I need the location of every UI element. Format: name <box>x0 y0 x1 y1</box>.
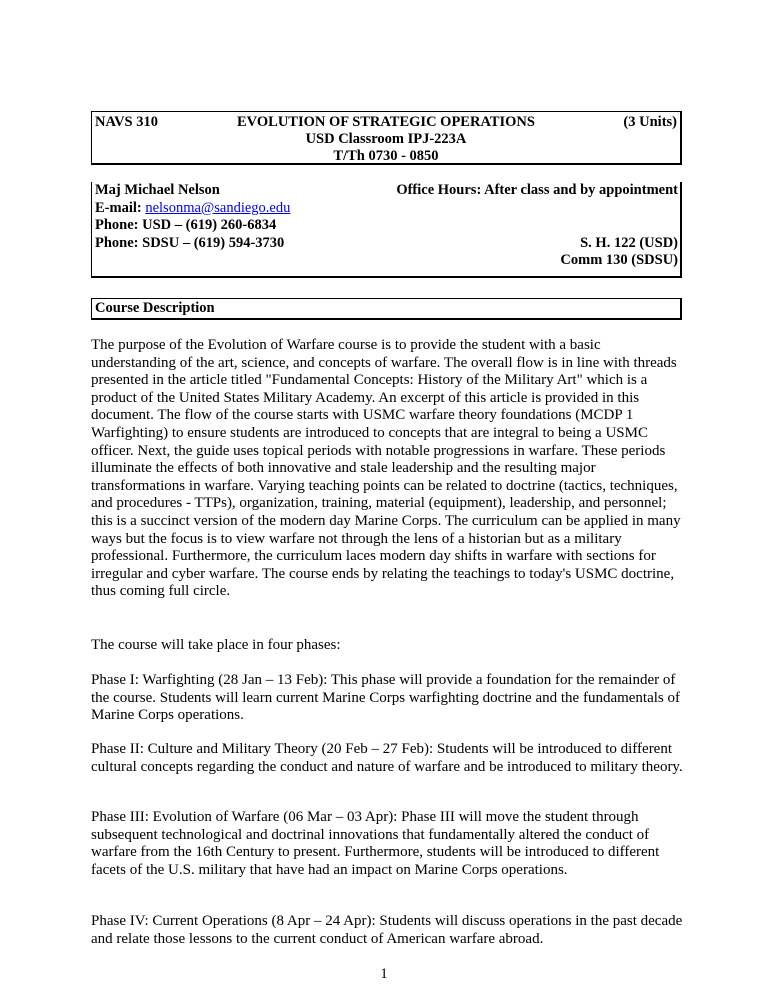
phone-sdsu: Phone: SDSU – (619) 594-3730 <box>95 234 285 251</box>
instructor-name: Maj Michael Nelson <box>95 182 220 198</box>
paragraph-text: Phase III: Evolution of Warfare (06 Mar – 03 Apr): Phase III will move the student through subsequent technological and doctrinal innovations that fundamentally altered the conduct of warfare from the 16th Century to present. Furthermore, students will be introduced to different facets of the U.S. military that have had an impact on Marine Corps operations. <box>91 809 660 878</box>
paragraph-text: The purpose of the Evolution of Warfare course is to provide the student with a basic understanding of the art, science, and concepts of warfare. The overall flow is in line with threads presented in the article titled "Fundamental Concepts: History of the Military Art" which is a product of the United States Military Academy. An excerpt of this article is provided in this document. The flow of the course starts with USMC warfare theory foundations (MCDP 1 Warfighting) to ensure students are introduced to concepts that are integral to being a USMC officer. Next, the guide uses topical periods with notable progressions in warfare. These periods illuminate the effects of both innovative and stale leadership and the resulting major transformations in warfare. Varying teaching points can be related to doctrine (tactics, techniques, and procedures - TTPs), organization, training, material (equipment), leadership, and personnel; this is a succinct version of the modern day Marine Corps. The curriculum can be applied in many ways but the focus is to view warfare not through the lens of a historian but as a military professional. Furthermore, the curriculum laces modern day shifts in warfare with sections for irregular and cyber warfare. The course ends by relating the teachings to today's USMC doctrine, thus coming full circle. <box>91 337 681 600</box>
contact-box <box>91 182 682 278</box>
course-header-box <box>91 111 682 165</box>
phase-2-paragraph <box>91 741 687 776</box>
email-link[interactable]: nelsonma@sandiego.edu <box>145 199 291 216</box>
course-classroom: USD Classroom IPJ-223A <box>305 131 467 147</box>
course-header-center <box>92 114 680 165</box>
office-sdsu: Comm 130 (SDSU) <box>560 252 678 268</box>
course-description-paragraph <box>91 337 687 601</box>
phase-3-paragraph <box>91 809 687 879</box>
paragraph-text: Phase I: Warfighting (28 Jan – 13 Feb): This phase will provide a foundation for the remainder of the course. Students will learn current Marine Corps warfighting doctrine and the fundamentals of Marine Corps operations. <box>91 672 680 724</box>
paragraph-text: Phase II: Culture and Military Theory (20 Feb – 27 Feb): Students will be introduced to different cultural concepts regarding the conduct and nature of warfare and be introduced to military theory. <box>91 741 683 775</box>
course-schedule: T/Th 0730 - 0850 <box>333 148 439 164</box>
office-hours: Office Hours: After class and by appointment <box>396 182 678 198</box>
phone-usd: Phone: USD – (619) 260-6834 <box>95 217 277 233</box>
course-units: (3 Units) <box>623 114 677 130</box>
office-usd: S. H. 122 (USD) <box>580 234 678 251</box>
section-heading: Course Description <box>91 298 682 320</box>
phase-4-paragraph <box>91 913 687 948</box>
page-number: 1 <box>380 966 388 982</box>
email-line <box>95 200 290 218</box>
course-title: EVOLUTION OF STRATEGIC OPERATIONS <box>237 114 535 130</box>
phases-intro <box>91 637 687 655</box>
email-label: E-mail: <box>95 199 146 216</box>
course-code: NAVS 310 <box>95 114 158 130</box>
office-info <box>396 182 678 270</box>
phase-1-paragraph <box>91 672 687 725</box>
paragraph-text: Phase IV: Current Operations (8 Apr – 24 Apr): Students will discuss operations in the past decade and relate those lessons to the current conduct of American warfare abroad. <box>91 913 683 947</box>
instructor-info <box>95 182 290 252</box>
paragraph-text: The course will take place in four phases: <box>91 637 341 653</box>
